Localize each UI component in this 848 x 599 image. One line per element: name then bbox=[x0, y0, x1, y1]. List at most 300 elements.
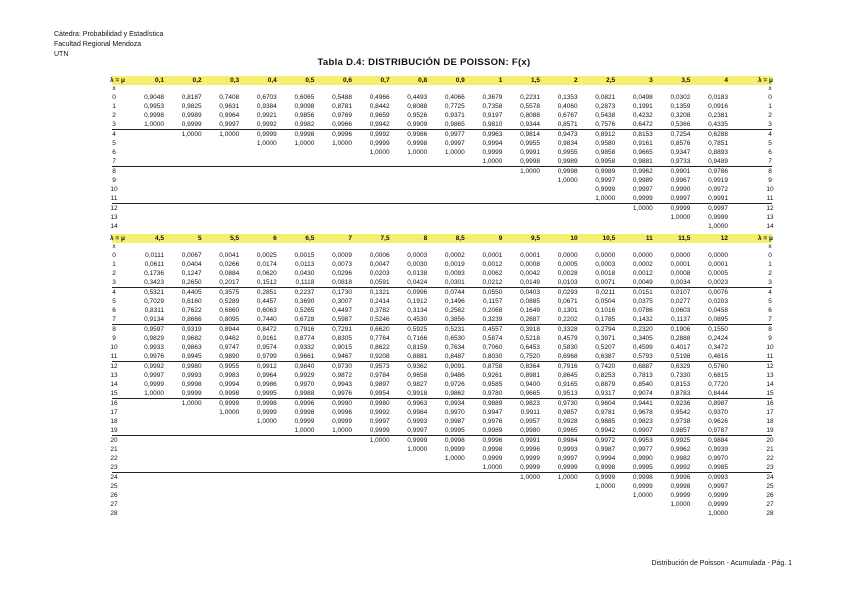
probability-cell: 0,9999 bbox=[520, 464, 540, 471]
probability-cell: 0,9997 bbox=[219, 121, 240, 128]
probability-cell bbox=[468, 500, 502, 509]
probability-cell: 0,9865 bbox=[444, 121, 465, 128]
probability-cell: 0,9999 bbox=[407, 437, 428, 444]
probability-cell: 0,9678 bbox=[632, 409, 653, 416]
probability-cell bbox=[468, 185, 502, 194]
x-value-left: 22 bbox=[110, 455, 118, 462]
x-value-right: 0 bbox=[768, 252, 772, 259]
probability-cell: 0,9370 bbox=[708, 409, 728, 416]
table-row bbox=[112, 139, 772, 148]
probability-cell: 1,0000 bbox=[332, 140, 352, 147]
probability-cell: 0,9827 bbox=[407, 381, 428, 388]
probability-cell: 0,1359 bbox=[670, 103, 691, 110]
probability-cell: 0,9091 bbox=[444, 363, 465, 370]
table-row bbox=[112, 203, 772, 213]
probability-cell: 0,9992 bbox=[369, 409, 390, 416]
x-value-right: 13 bbox=[766, 372, 774, 379]
probability-cell: 0,5793 bbox=[632, 353, 653, 360]
probability-cell: 0,8311 bbox=[144, 307, 164, 314]
probability-cell: 0,9999 bbox=[708, 214, 728, 221]
probability-cell bbox=[205, 176, 239, 185]
probability-cell bbox=[205, 148, 239, 157]
x-value-right: 6 bbox=[768, 307, 772, 314]
probability-cell: 0,0498 bbox=[632, 94, 653, 101]
probability-cell: 0,9604 bbox=[595, 400, 616, 407]
probability-cell: 0,0603 bbox=[670, 307, 691, 314]
probability-cell: 0,9996 bbox=[332, 409, 352, 416]
probability-cell bbox=[506, 500, 540, 509]
probability-cell bbox=[130, 454, 164, 463]
x-value-right: 5 bbox=[768, 298, 772, 305]
probability-cell bbox=[205, 509, 239, 518]
probability-cell: 0,9344 bbox=[520, 121, 540, 128]
probability-cell: 0,9942 bbox=[369, 121, 390, 128]
probability-cell bbox=[243, 204, 277, 213]
probability-cell bbox=[356, 204, 390, 213]
probability-cell: 0,9197 bbox=[482, 112, 503, 119]
probability-cell: 0,9991 bbox=[520, 437, 540, 444]
probability-cell: 0,9400 bbox=[520, 381, 540, 388]
table-row bbox=[112, 251, 772, 260]
probability-cell: 0,2231 bbox=[520, 94, 540, 101]
probability-cell: 0,9486 bbox=[444, 372, 465, 379]
probability-cell: 0,0073 bbox=[332, 261, 352, 268]
table-row bbox=[112, 111, 772, 120]
probability-cell: 0,9985 bbox=[708, 464, 728, 471]
probability-cell bbox=[468, 222, 502, 231]
probability-cell: 0,8153 bbox=[632, 131, 653, 138]
lambda-value: 2,5 bbox=[606, 77, 616, 84]
probability-cell: 0,6453 bbox=[520, 344, 540, 351]
probability-cell: 0,9999 bbox=[369, 427, 390, 434]
probability-cell: 0,9015 bbox=[332, 344, 352, 351]
probability-cell: 0,8781 bbox=[332, 103, 352, 110]
probability-cell: 0,9332 bbox=[294, 344, 315, 351]
probability-cell: 0,9597 bbox=[144, 326, 164, 333]
probability-cell bbox=[506, 482, 540, 491]
x-value-right: 24 bbox=[766, 474, 774, 481]
x-value-left: 12 bbox=[110, 205, 118, 212]
x-value-left: 25 bbox=[110, 483, 118, 490]
probability-cell: 0,5760 bbox=[708, 363, 728, 370]
x-value-left: 0 bbox=[112, 252, 116, 259]
probability-cell: 0,0008 bbox=[670, 270, 691, 277]
probability-cell bbox=[431, 185, 465, 194]
probability-cell: 0,0301 bbox=[444, 279, 465, 286]
probability-cell: 0,9911 bbox=[520, 409, 540, 416]
x-value-left: 4 bbox=[112, 131, 116, 138]
probability-cell bbox=[243, 148, 277, 157]
probability-cell bbox=[280, 491, 314, 500]
probability-cell: 0,9989 bbox=[181, 112, 202, 119]
probability-cell: 0,9953 bbox=[144, 103, 164, 110]
probability-cell: 0,9999 bbox=[670, 492, 691, 499]
probability-cell bbox=[130, 176, 164, 185]
probability-cell: 0,0009 bbox=[332, 252, 352, 259]
probability-cell: 0,9918 bbox=[407, 390, 428, 397]
probability-cell: 0,9733 bbox=[670, 158, 691, 165]
probability-cell: 0,9574 bbox=[256, 344, 277, 351]
probability-cell bbox=[130, 436, 164, 445]
probability-cell: 0,7576 bbox=[595, 121, 616, 128]
probability-cell: 0,0005 bbox=[708, 270, 728, 277]
probability-cell: 0,5231 bbox=[444, 326, 465, 333]
probability-cell bbox=[168, 491, 202, 500]
probability-cell: 1,0000 bbox=[369, 437, 390, 444]
probability-cell: 0,9661 bbox=[294, 353, 315, 360]
probability-cell: 0,9799 bbox=[256, 353, 277, 360]
probability-cell: 0,8030 bbox=[482, 353, 503, 360]
probability-cell: 0,9885 bbox=[595, 418, 616, 425]
probability-cell: 0,9074 bbox=[632, 390, 653, 397]
probability-cell: 0,9992 bbox=[369, 131, 390, 138]
probability-cell: 0,9997 bbox=[369, 418, 390, 425]
probability-cell: 0,9972 bbox=[708, 186, 728, 193]
probability-cell: 0,0067 bbox=[181, 252, 202, 259]
probability-cell bbox=[431, 167, 465, 176]
probability-cell bbox=[318, 509, 352, 518]
probability-cell: 0,9787 bbox=[708, 427, 728, 434]
probability-cell: 1,0000 bbox=[520, 168, 540, 175]
probability-cell: 0,9907 bbox=[632, 427, 653, 434]
probability-cell: 0,9999 bbox=[632, 483, 653, 490]
probability-cell bbox=[393, 509, 427, 518]
probability-cell: 0,9919 bbox=[708, 177, 728, 184]
probability-cell: 0,9665 bbox=[520, 390, 540, 397]
probability-cell: 0,1912 bbox=[407, 298, 428, 305]
probability-cell: 0,9989 bbox=[482, 427, 503, 434]
probability-cell: 0,0047 bbox=[369, 261, 390, 268]
probability-cell: 0,0138 bbox=[407, 270, 428, 277]
probability-cell bbox=[280, 445, 314, 454]
probability-cell: 0,9462 bbox=[219, 335, 240, 342]
probability-cell bbox=[130, 500, 164, 509]
probability-cell bbox=[205, 204, 239, 213]
probability-cell bbox=[243, 426, 277, 435]
x-value-right: 10 bbox=[766, 186, 774, 193]
x-value-left: 14 bbox=[110, 381, 118, 388]
probability-cell bbox=[168, 167, 202, 176]
probability-cell bbox=[356, 167, 390, 176]
lambda-value: 3,5 bbox=[681, 77, 691, 84]
probability-cell bbox=[130, 463, 164, 472]
probability-cell: 0,7060 bbox=[482, 344, 503, 351]
probability-cell: 0,9769 bbox=[332, 112, 352, 119]
probability-cell: 0,0296 bbox=[332, 270, 352, 277]
probability-cell: 0,9998 bbox=[670, 483, 691, 490]
probability-cell bbox=[243, 194, 277, 203]
table-row bbox=[112, 426, 772, 435]
probability-cell: 0,9947 bbox=[482, 409, 503, 416]
probability-cell bbox=[318, 445, 352, 454]
probability-cell: 0,9585 bbox=[482, 381, 503, 388]
probability-cell bbox=[243, 482, 277, 491]
table-row bbox=[112, 102, 772, 111]
lambda-value: 5,5 bbox=[230, 235, 240, 242]
probability-cell: 0,9856 bbox=[294, 112, 315, 119]
probability-cell bbox=[356, 482, 390, 491]
probability-cell: 0,9990 bbox=[332, 400, 352, 407]
probability-cell: 0,0002 bbox=[632, 261, 653, 268]
probability-cell: 0,8981 bbox=[520, 372, 540, 379]
x-value-left: 24 bbox=[110, 474, 118, 481]
probability-cell bbox=[168, 463, 202, 472]
probability-cell: 0,9998 bbox=[256, 400, 277, 407]
probability-cell: 0,9993 bbox=[407, 418, 428, 425]
probability-cell: 1,0000 bbox=[708, 510, 728, 517]
probability-cell: 0,0277 bbox=[670, 298, 691, 305]
probability-cell: 0,1730 bbox=[332, 289, 352, 296]
lambda-value: 0,2 bbox=[192, 77, 202, 84]
probability-cell bbox=[544, 213, 578, 222]
probability-cell bbox=[506, 509, 540, 518]
probability-cell: 1,0000 bbox=[294, 427, 315, 434]
probability-cell: 0,0430 bbox=[294, 270, 315, 277]
probability-cell bbox=[356, 500, 390, 509]
probability-cell: 0,0076 bbox=[708, 289, 728, 296]
probability-cell: 0,8095 bbox=[219, 316, 240, 323]
probability-cell: 0,3856 bbox=[444, 316, 465, 323]
probability-cell: 0,0591 bbox=[369, 279, 390, 286]
probability-cell: 1,0000 bbox=[332, 427, 352, 434]
x-label-right: x bbox=[768, 85, 772, 92]
probability-cell bbox=[130, 130, 164, 139]
probability-cell bbox=[205, 222, 239, 231]
probability-cell: 0,0023 bbox=[708, 279, 728, 286]
table-row bbox=[112, 509, 772, 518]
probability-cell: 0,8893 bbox=[708, 149, 728, 156]
x-value-right: 22 bbox=[766, 455, 774, 462]
probability-cell: 0,9984 bbox=[407, 409, 428, 416]
x-value-left: 8 bbox=[112, 168, 116, 175]
probability-cell: 0,9983 bbox=[219, 372, 240, 379]
probability-cell: 0,0028 bbox=[557, 270, 578, 277]
probability-cell: 0,9976 bbox=[482, 418, 503, 425]
probability-cell: 0,9823 bbox=[632, 418, 653, 425]
probability-cell bbox=[506, 176, 540, 185]
probability-cell: 0,8305 bbox=[332, 335, 352, 342]
probability-cell: 0,9659 bbox=[369, 112, 390, 119]
x-value-right: 8 bbox=[768, 326, 772, 333]
probability-cell: 0,0183 bbox=[708, 94, 728, 101]
table-row bbox=[112, 371, 772, 380]
x-value-left: 4 bbox=[112, 289, 116, 296]
probability-cell: 0,0003 bbox=[407, 252, 428, 259]
probability-cell bbox=[356, 194, 390, 203]
table-row bbox=[112, 463, 772, 472]
probability-cell: 0,7622 bbox=[181, 307, 202, 314]
probability-cell: 0,0884 bbox=[219, 270, 240, 277]
x-label-row bbox=[112, 85, 772, 93]
probability-cell bbox=[544, 185, 578, 194]
probability-cell: 0,9371 bbox=[444, 112, 465, 119]
probability-cell: 0,5987 bbox=[332, 316, 352, 323]
probability-cell bbox=[205, 139, 239, 148]
probability-cell bbox=[243, 185, 277, 194]
probability-cell bbox=[280, 176, 314, 185]
lambda-value: 0,5 bbox=[305, 77, 315, 84]
probability-cell: 0,5198 bbox=[670, 353, 691, 360]
probability-cell: 0,9967 bbox=[670, 177, 691, 184]
x-value-right: 13 bbox=[766, 214, 774, 221]
probability-cell: 0,6968 bbox=[557, 353, 578, 360]
probability-cell: 0,0212 bbox=[482, 279, 503, 286]
probability-cell: 0,9997 bbox=[144, 372, 164, 379]
probability-cell bbox=[205, 417, 239, 426]
probability-cell bbox=[130, 139, 164, 148]
probability-cell: 0,7764 bbox=[369, 335, 390, 342]
x-value-right: 23 bbox=[766, 464, 774, 471]
probability-cell: 1,0000 bbox=[144, 390, 164, 397]
probability-cell: 0,4017 bbox=[670, 344, 691, 351]
probability-cell bbox=[168, 157, 202, 166]
probability-cell: 0,4405 bbox=[181, 289, 202, 296]
probability-cell: 0,5207 bbox=[595, 344, 616, 351]
x-label-right: x bbox=[768, 243, 772, 250]
probability-cell: 0,1016 bbox=[595, 307, 616, 314]
probability-cell bbox=[205, 436, 239, 445]
probability-cell: 0,0000 bbox=[670, 252, 691, 259]
probability-cell: 0,0019 bbox=[444, 261, 465, 268]
probability-cell bbox=[130, 399, 164, 408]
probability-cell: 0,9682 bbox=[181, 335, 202, 342]
probability-cell bbox=[243, 167, 277, 176]
probability-cell bbox=[130, 157, 164, 166]
probability-cell: 0,0620 bbox=[256, 270, 277, 277]
probability-cell bbox=[431, 463, 465, 472]
probability-cell bbox=[656, 222, 690, 231]
probability-cell bbox=[243, 157, 277, 166]
probability-cell: 0,5246 bbox=[369, 316, 390, 323]
table-row bbox=[112, 185, 772, 194]
probability-cell: 0,3971 bbox=[595, 335, 616, 342]
probability-cell bbox=[243, 213, 277, 222]
probability-cell: 0,7634 bbox=[444, 344, 465, 351]
probability-cell: 0,0008 bbox=[520, 261, 540, 268]
table-row bbox=[112, 398, 772, 408]
probability-cell: 0,9999 bbox=[708, 501, 728, 508]
x-value-left: 27 bbox=[110, 501, 118, 508]
probability-cell bbox=[168, 222, 202, 231]
probability-cell bbox=[393, 473, 427, 482]
probability-cell: 0,5265 bbox=[294, 307, 315, 314]
probability-cell bbox=[468, 204, 502, 213]
probability-cell: 0,0996 bbox=[407, 289, 428, 296]
probability-cell: 0,0458 bbox=[708, 307, 728, 314]
probability-cell: 1,0000 bbox=[369, 149, 390, 156]
probability-cell: 0,1157 bbox=[482, 298, 503, 305]
probability-cell bbox=[280, 473, 314, 482]
probability-cell bbox=[243, 463, 277, 472]
probability-cell bbox=[431, 491, 465, 500]
probability-cell bbox=[318, 204, 352, 213]
probability-cell: 0,9840 bbox=[294, 363, 315, 370]
probability-cell: 0,2320 bbox=[632, 326, 653, 333]
probability-cell: 0,9730 bbox=[557, 400, 578, 407]
probability-cell: 0,9990 bbox=[632, 455, 653, 462]
probability-cell bbox=[280, 463, 314, 472]
table-row bbox=[112, 343, 772, 352]
x-value-left: 26 bbox=[110, 492, 118, 499]
probability-cell bbox=[280, 157, 314, 166]
probability-cell: 1,0000 bbox=[632, 492, 653, 499]
probability-cell: 0,2687 bbox=[520, 316, 540, 323]
lambda-value: 1 bbox=[498, 77, 503, 84]
probability-cell: 0,4966 bbox=[369, 94, 390, 101]
probability-cell: 0,9999 bbox=[520, 455, 540, 462]
probability-cell: 1,0000 bbox=[256, 418, 277, 425]
x-value-left: 11 bbox=[110, 353, 118, 360]
probability-cell: 0,9909 bbox=[407, 121, 428, 128]
x-label-row bbox=[112, 243, 772, 251]
probability-cell: 0,0111 bbox=[145, 252, 164, 259]
table-row bbox=[112, 306, 772, 315]
probability-cell: 0,7520 bbox=[520, 353, 540, 360]
probability-cell: 0,9998 bbox=[595, 464, 616, 471]
table-row bbox=[112, 315, 772, 324]
probability-cell: 0,9964 bbox=[219, 112, 240, 119]
probability-cell: 0,9858 bbox=[595, 149, 616, 156]
probability-cell: 0,0003 bbox=[595, 261, 616, 268]
probability-cell: 0,9997 bbox=[708, 205, 728, 212]
probability-cell bbox=[356, 473, 390, 482]
probability-cell: 0,9999 bbox=[144, 381, 164, 388]
x-value-left: 2 bbox=[112, 112, 116, 119]
probability-cell: 0,9901 bbox=[670, 168, 691, 175]
probability-cell: 0,9999 bbox=[482, 149, 503, 156]
probability-cell: 0,8622 bbox=[369, 344, 390, 351]
probability-cell: 0,4616 bbox=[708, 353, 728, 360]
probability-cell: 1,0000 bbox=[407, 446, 428, 453]
table-row bbox=[112, 93, 772, 102]
probability-cell bbox=[318, 148, 352, 157]
probability-cell: 0,0818 bbox=[332, 279, 352, 286]
probability-cell: 0,0001 bbox=[670, 261, 691, 268]
probability-cell bbox=[243, 509, 277, 518]
probability-cell: 0,9857 bbox=[670, 427, 691, 434]
probability-cell bbox=[544, 500, 578, 509]
probability-cell bbox=[356, 222, 390, 231]
probability-cell: 0,0018 bbox=[595, 270, 616, 277]
probability-cell: 0,4060 bbox=[557, 103, 578, 110]
lambda-value: 11 bbox=[645, 235, 653, 242]
table-row bbox=[112, 129, 772, 139]
probability-cell bbox=[130, 167, 164, 176]
probability-cell: 0,9991 bbox=[520, 149, 540, 156]
probability-cell: 0,9897 bbox=[369, 381, 390, 388]
probability-cell: 0,9925 bbox=[670, 437, 691, 444]
x-value-left: 1 bbox=[112, 261, 116, 268]
lambda-value: 0,1 bbox=[154, 77, 164, 84]
probability-cell: 0,0062 bbox=[482, 270, 503, 277]
table-row bbox=[112, 435, 772, 445]
probability-cell: 1,0000 bbox=[595, 483, 616, 490]
probability-cell: 0,9473 bbox=[557, 131, 578, 138]
x-value-left: 3 bbox=[112, 121, 116, 128]
lambda-value: 4,5 bbox=[154, 235, 164, 242]
probability-cell: 0,9993 bbox=[557, 446, 578, 453]
probability-cell: 0,8912 bbox=[595, 131, 616, 138]
probability-cell: 0,9997 bbox=[444, 140, 465, 147]
probability-cell: 0,8571 bbox=[557, 121, 578, 128]
probability-cell: 0,9945 bbox=[181, 353, 202, 360]
probability-cell: 0,9933 bbox=[144, 344, 164, 351]
lambda-value: 0,7 bbox=[380, 77, 390, 84]
probability-cell: 0,9999 bbox=[369, 140, 390, 147]
probability-cell bbox=[318, 222, 352, 231]
probability-cell: 1,0000 bbox=[595, 195, 616, 202]
x-value-left: 2 bbox=[112, 270, 116, 277]
